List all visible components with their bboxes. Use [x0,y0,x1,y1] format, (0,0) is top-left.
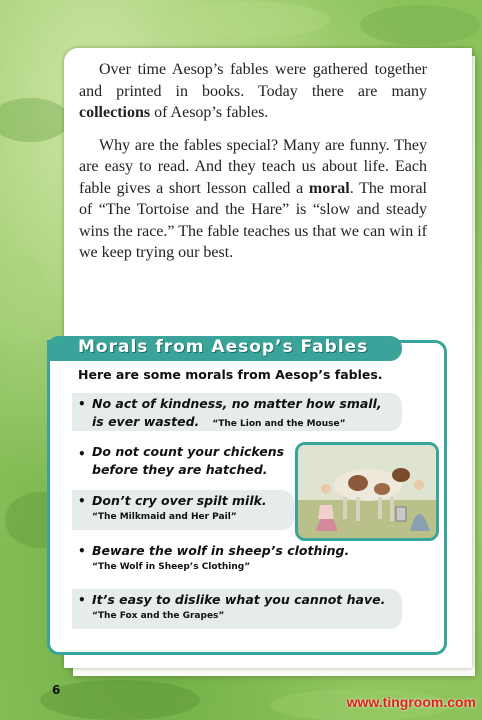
moral-item [72,490,294,530]
moral-source: “The Lion and the Mouse” [212,419,346,429]
moral-line: is ever wasted. “The Lion and the Mouse” [92,414,346,429]
paragraph-1: Over time Aesop’s fables were gathered together and printed in books. Today there are many collections of Aesop’s fables. [79,61,427,121]
moral-line: before they are hatched. [92,462,268,477]
moral-source: “The Fox and the Grapes” [92,611,225,621]
bullet-icon: • [78,544,86,558]
keyword-moral: moral [308,179,350,197]
watermark-text: www.tingroom.com [346,694,476,710]
keyword-collections: collections [79,104,151,121]
moral-line: Don’t cry over spilt milk. [92,493,267,508]
moral-line: No act of kindness, no matter how small, [92,396,382,411]
bullet-icon: • [78,447,86,461]
sidebar-title: Morals from Aesop’s Fables [78,337,369,357]
sidebar-intro: Here are some morals from Aesop’s fables. [78,367,383,382]
moral-item [72,540,402,578]
page-number: 6 [52,683,61,697]
moral-source: “The Wolf in Sheep’s Clothing” [92,562,251,572]
paragraph-2: Why are the fables special? Many are funny. They are easy to read. And they teach us about life. Each fable gives a short lesson called a moral. The moral of “The Tortoise and the Hare” is “slow and steady wins the race.” The fable teaches us that we can win if we keep trying our best. [79,136,428,261]
milkmaid-cow-picture [298,445,436,538]
moral-line: Beware the wolf in sheep’s clothing. [92,543,350,558]
moral-line: Do not count your chickens [92,444,285,459]
moral-item [72,393,402,431]
moral-line: It’s easy to dislike what you cannot have. [92,592,386,607]
bullet-icon: • [78,494,86,508]
bullet-icon: • [78,593,86,607]
moral-item [72,443,292,479]
moral-item [72,589,402,629]
moral-source: “The Milkmaid and Her Pail” [92,512,237,522]
bullet-icon: • [78,397,86,411]
main-text [79,59,427,275]
milkmaid-illustration [295,442,439,541]
